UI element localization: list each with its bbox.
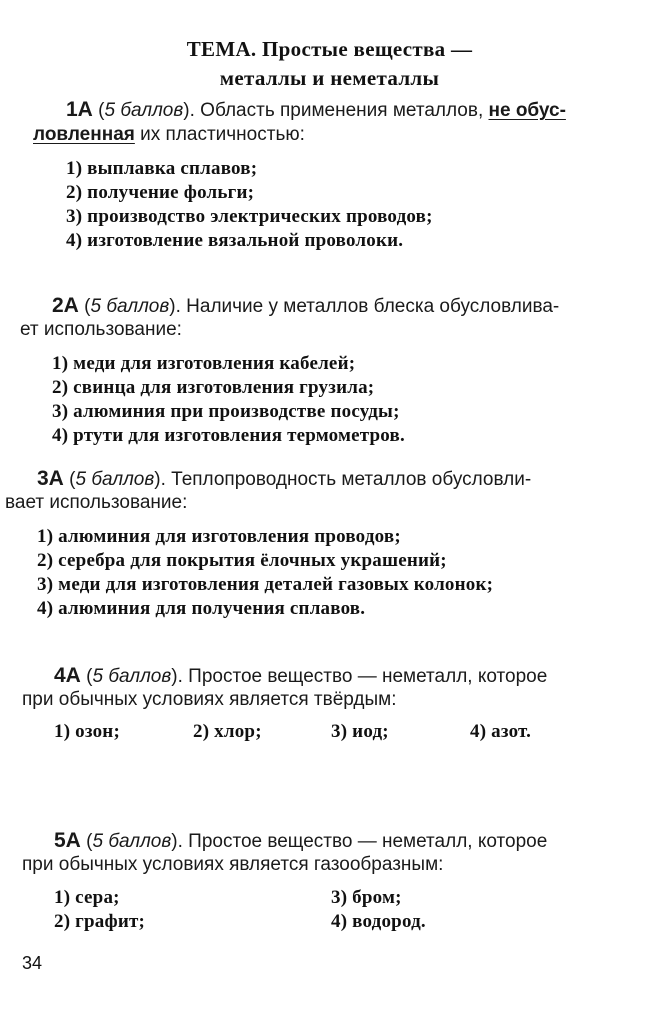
answer-option: 4) изготовление вязальной проволоки. — [66, 230, 404, 251]
answer-option: 1) меди для изготовления кабелей; — [52, 353, 356, 374]
answer-option: 2) свинца для изготовления грузила; — [52, 377, 375, 398]
answer-option: 4) водород. — [331, 911, 426, 932]
question-points: 5 баллов — [90, 296, 170, 317]
question-5a-line-1: 5А (5 баллов). Простое вещество — неметалл, которое — [54, 829, 548, 852]
question-text: . Теплопроводность металлов обусловли- — [160, 469, 532, 490]
question-3a-line-1: 3А (5 баллов). Теплопроводность металлов обусловли- — [37, 467, 532, 490]
answer-option: 3) меди для изготовления деталей газовых колонок; — [37, 574, 494, 595]
answer-option: 1) алюминия для изготовления проводов; — [37, 526, 401, 547]
question-1a-line-2 — [33, 124, 305, 146]
question-text: при обычных условиях является газообразным: — [22, 854, 444, 875]
page-title-line-1: ТЕМА. Простые вещества — — [186, 37, 473, 61]
answer-option: 3) бром; — [331, 887, 402, 908]
answer-option: 1) озон; — [54, 721, 120, 742]
question-text: ет использование: — [20, 319, 182, 340]
answer-option: 1) сера; — [54, 887, 120, 908]
answer-option: 4) ртути для изготовления термометров. — [52, 425, 405, 446]
question-number: 2А — [52, 294, 79, 317]
question-emphasis: ловленная — [33, 124, 135, 145]
answer-option: 2) хлор; — [193, 721, 262, 742]
question-text: . Простое вещество — неметалл, которое — [177, 831, 548, 852]
question-1a-line-1: 1А (5 баллов). Область применения металлов, не обус- — [66, 98, 566, 121]
question-text: при обычных условиях является твёрдым: — [22, 689, 397, 710]
question-number: 3А — [37, 467, 64, 490]
answer-option: 3) производство электрических проводов; — [66, 206, 433, 227]
question-number: 4А — [54, 664, 81, 687]
question-points: 5 баллов — [75, 469, 155, 490]
answer-option: 3) иод; — [331, 721, 389, 742]
page-number: 34 — [22, 953, 43, 973]
answer-option: 2) графит; — [54, 911, 146, 932]
question-2a-line-2 — [20, 319, 182, 341]
question-4a-line-2 — [22, 689, 397, 711]
question-points: 5 баллов — [104, 100, 184, 121]
answer-option: 2) серебра для покрытия ёлочных украшений; — [37, 550, 447, 571]
answer-option: 4) азот. — [470, 721, 532, 742]
answer-option: 3) алюминия при производстве посуды; — [52, 401, 400, 422]
question-2a-line-1: 2А (5 баллов). Наличие у металлов блеска обусловлива- — [52, 294, 560, 317]
question-text: . Простое вещество — неметалл, которое — [177, 666, 548, 687]
question-text: . Область применения металлов, — [189, 100, 489, 121]
question-text: . Наличие у металлов блеска обусловлива- — [175, 296, 560, 317]
question-text: их пластичностью: — [134, 124, 305, 145]
question-points: 5 баллов — [92, 831, 172, 852]
question-number: 1А — [66, 98, 93, 121]
question-number: 5А — [54, 829, 81, 852]
answer-option: 4) алюминия для получения сплавов. — [37, 598, 366, 619]
question-emphasis: не обус- — [488, 100, 566, 121]
page-title-line-2: металлы и неметаллы — [219, 66, 440, 90]
answer-option: 1) выплавка сплавов; — [66, 158, 258, 179]
question-text: вает использование: — [5, 492, 188, 513]
question-4a-line-1: 4А (5 баллов). Простое вещество — неметалл, которое — [54, 664, 548, 687]
question-3a-line-2 — [5, 492, 187, 514]
question-points: 5 баллов — [92, 666, 172, 687]
question-5a-line-2 — [22, 854, 443, 876]
answer-option: 2) получение фольги; — [66, 182, 255, 203]
